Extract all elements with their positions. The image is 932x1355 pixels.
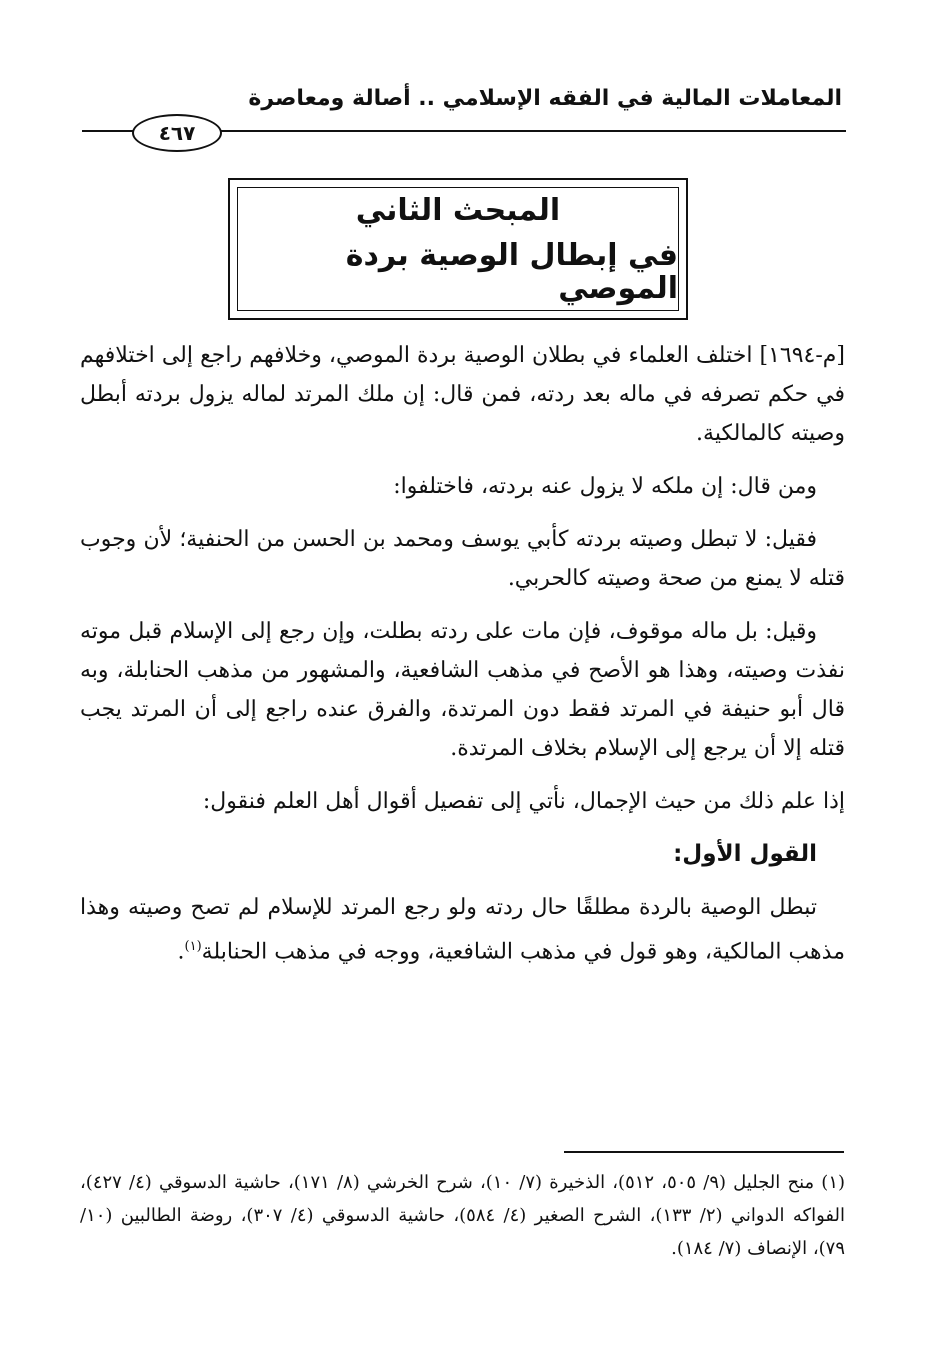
paragraph-1: [م-١٦٩٤] اختلف العلماء في بطلان الوصية بردة الموصي، وخلافهم راجع إلى اختلافهم في حكم تصرفه في ماله بعد ردته، فمن قال: إن ملك المرتد لماله يزول بردته أبطل وصيته كالمالكية. (80, 343, 845, 446)
subheading: القول الأول: (673, 841, 817, 867)
paragraph-6-end: . (177, 939, 185, 965)
paragraph-6 (80, 888, 845, 971)
footnote-separator (564, 1151, 844, 1153)
paragraph-5: إذا علم ذلك من حيث الإجمال، نأتي إلى تفصيل أقوال أهل العلم فنقول: (202, 789, 845, 814)
footnotes (80, 1166, 845, 1265)
section-title-frame (228, 178, 688, 320)
main-text (80, 336, 845, 985)
paragraph-2: ومن قال: إن ملكه لا يزول عنه بردته، فاختلفوا: (393, 474, 817, 499)
section-title-line-1: المبحث الثاني (355, 192, 561, 228)
paragraph-6-text: تبطل الوصية بالردة مطلقًا حال ردته ولو رجع المرتد للإسلام لم تصح وصيته وهذا مذهب المالكية، وهو قول في مذهب الشافعية، ووجه في مذهب الحنابلة (80, 895, 845, 965)
section-title-line-2: في إبطال الوصية بردة الموصي (345, 237, 678, 306)
footnote-1: (١) منح الجليل (٩/ ٥٠٥، ٥١٢)، الذخيرة (٧/ ١٠)، شرح الخرشي (٨/ ١٧١)، حاشية الدسوقي (٤/ ٤٢٧)، الفواكه الدواني (٢/ ١٣٣)، الشرح الصغير (٤/ ٥٨٤)، حاشية الدسوقي (٤/ ٣٠٧)، روضة الطالبين (١٠/ ٧٩)، الإنصاف (٧/ ١٨٤). (80, 1172, 846, 1259)
running-header-title: المعاملات المالية في الفقه الإسلامي .. أصالة ومعاصرة (248, 86, 842, 111)
paragraph-4: وقيل: بل ماله موقوف، فإن مات على ردته بطلت، وإن رجع إلى الإسلام قبل موته نفذت وصيته، وهذا هو الأصح في مذهب الشافعية، والمشهور من مذهب الحنابلة، وبه قال أبو حنيفة في المرتد فقط دون المرتدة، والفرق عنده راجع إلى أن المرتد يجب قتله إلا أن يرجع إلى الإسلام بخلاف المرتدة. (80, 619, 845, 761)
footnote-reference[interactable]: (١) (184, 939, 202, 954)
section-title-inner-frame (237, 187, 679, 311)
page-number: ٤٦٧ (132, 114, 222, 152)
paragraph-3: فقيل: لا تبطل وصيته بردته كأبي يوسف ومحمد بن الحسن من الحنفية؛ لأن وجوب قتله لا يمنع من صحة وصيته كالحربي. (80, 527, 845, 591)
